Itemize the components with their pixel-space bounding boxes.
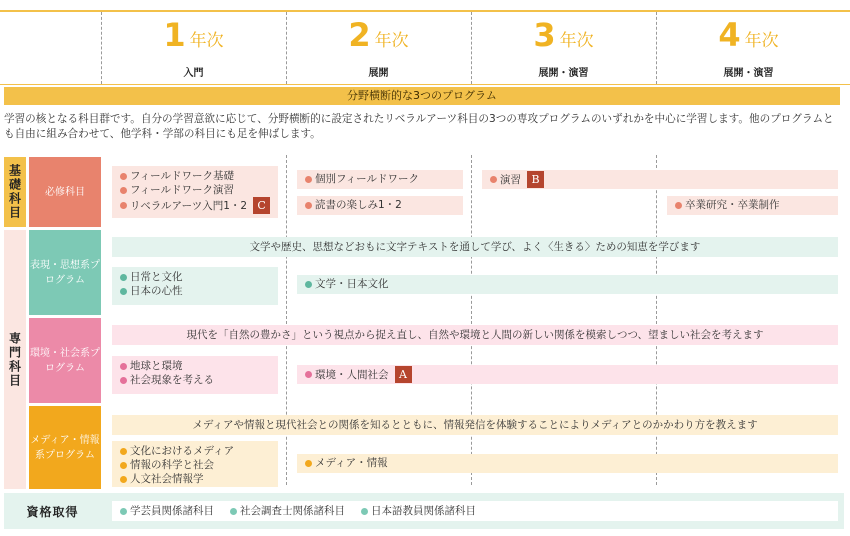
list-item <box>230 504 345 518</box>
row-head-required: 必修科目 <box>29 157 101 227</box>
qualification-label: 資格取得 <box>26 504 79 519</box>
list-item <box>120 183 270 197</box>
year-number: 3 <box>533 16 556 54</box>
list-item <box>120 284 270 298</box>
list-item <box>361 504 476 518</box>
list-item <box>120 373 270 387</box>
program-1-y2-box <box>297 275 838 294</box>
bullet-icon <box>120 377 127 384</box>
bullet-icon <box>305 371 312 378</box>
badge-a: A <box>395 366 412 383</box>
bullet-icon <box>675 202 682 209</box>
course-name: フィールドワーク基礎 <box>130 170 234 182</box>
required-y4-box <box>667 196 838 215</box>
course-name: 社会調査士関係諸科目 <box>240 505 345 517</box>
course-name: 日本の心性 <box>130 285 183 297</box>
bullet-icon <box>120 476 127 483</box>
program-3-desc: メディアや情報と現代社会との関係を知るとともに、情報発信を体験することによりメディアとのかかわり方を教えます <box>112 415 838 435</box>
bullet-icon <box>120 202 127 209</box>
year-number: 2 <box>348 16 371 54</box>
qualification-box <box>112 501 838 521</box>
bullet-icon <box>120 288 127 295</box>
list-item <box>120 359 270 373</box>
year-number: 1 <box>163 16 186 54</box>
course-name: 日常と文化 <box>130 271 183 283</box>
course-name: 卒業研究・卒業制作 <box>685 199 780 211</box>
year-suffix: 年次 <box>374 31 409 51</box>
list-item <box>120 444 270 458</box>
required-y2a-box <box>297 170 463 189</box>
program-1-y1-box <box>112 267 278 305</box>
list-item <box>120 472 270 486</box>
program-2-y2-box <box>297 365 838 384</box>
year-header-4 <box>656 16 841 54</box>
program-1-desc: 文学や歴史、思想などおもに文字テキストを通して学び、よく〈生きる〉ための知恵を学びます <box>112 237 838 257</box>
badge-b: B <box>527 171 544 188</box>
bullet-icon <box>120 462 127 469</box>
program-2-y1-box <box>112 356 278 394</box>
course-name: リベラルアーツ入門1・2 <box>130 199 248 212</box>
year-suffix: 年次 <box>559 31 594 51</box>
course-name: 日本語教員関係諸科目 <box>371 505 476 517</box>
program-banner: 分野横断的な3つのプログラム <box>4 87 840 105</box>
year-number: 4 <box>718 16 741 54</box>
badge-c: C <box>253 197 270 214</box>
top-rule <box>0 10 850 12</box>
bullet-icon <box>305 460 312 467</box>
required-y1-box <box>112 166 278 218</box>
bullet-icon <box>230 508 237 515</box>
bullet-icon <box>305 202 312 209</box>
bullet-icon <box>305 176 312 183</box>
bullet-icon <box>490 176 497 183</box>
category-kiso: 基礎科目 <box>4 157 26 227</box>
stage-label-2: 展開 <box>368 68 389 79</box>
year-header-2 <box>286 16 471 54</box>
year-suffix: 年次 <box>189 31 224 51</box>
course-name: 人文社会情報学 <box>130 473 204 485</box>
course-name: 個別フィールドワーク <box>315 173 419 185</box>
course-name: フィールドワーク演習 <box>130 184 234 196</box>
col-divider <box>656 155 657 485</box>
course-name: 学芸員関係諸科目 <box>130 505 214 517</box>
course-name: 読書の楽しみ1・2 <box>315 199 402 211</box>
bullet-icon <box>120 363 127 370</box>
bullet-icon <box>361 508 368 515</box>
required-y3-box <box>482 170 838 189</box>
intro-text: 学習の核となる科目群です。自分の学習意欲に応じて、分野横断的に設定されたリベラルアーツ科目の3つの専攻プログラムのいずれかを中心に学習します。他のプログラムとも自由に組み合わせて、他学科・学部の科目にも足を伸ばします。 <box>4 113 834 140</box>
bullet-icon <box>120 173 127 180</box>
header-rule <box>0 84 850 85</box>
col-divider <box>286 155 287 485</box>
row-head-program-3: メディア・情報系プログラム <box>29 406 101 489</box>
course-name: 情報の科学と社会 <box>130 459 214 471</box>
stage-label-3: 展開・演習 <box>538 68 589 79</box>
list-item <box>120 197 270 214</box>
course-name: 環境・人間社会 <box>315 368 389 381</box>
program-3-y1-box <box>112 441 278 487</box>
year-header-1 <box>101 16 286 54</box>
col-divider <box>471 155 472 485</box>
course-name: 地球と環境 <box>130 360 183 372</box>
year-suffix: 年次 <box>744 31 779 51</box>
list-item <box>120 169 270 183</box>
required-y2b-box <box>297 196 463 215</box>
bullet-icon <box>120 448 127 455</box>
list-item <box>120 270 270 284</box>
bullet-icon <box>305 281 312 288</box>
course-name: 演習 <box>500 173 521 186</box>
year-header-3 <box>471 16 656 54</box>
program-2-desc: 現代を「自然の豊かさ」という視点から捉え直し、自然や環境と人間の新しい関係を模索しつつ、望ましい社会を考えます <box>112 325 838 345</box>
course-name: 文学・日本文化 <box>315 278 389 290</box>
bullet-icon <box>120 274 127 281</box>
bullet-icon <box>120 508 127 515</box>
course-name: 文化におけるメディア <box>130 445 235 457</box>
row-head-program-2: 環境・社会系プログラム <box>29 318 101 403</box>
category-senmon: 専門科目 <box>4 230 26 489</box>
stage-label-4: 展開・演習 <box>723 68 774 79</box>
list-item <box>120 458 270 472</box>
list-item <box>120 504 214 518</box>
stage-label-1: 入門 <box>183 68 204 79</box>
row-head-program-1: 表現・思想系プログラム <box>29 230 101 315</box>
program-3-y2-box <box>297 454 838 473</box>
course-name: メディア・情報 <box>315 457 388 469</box>
course-name: 社会現象を考える <box>130 374 214 386</box>
bullet-icon <box>120 187 127 194</box>
